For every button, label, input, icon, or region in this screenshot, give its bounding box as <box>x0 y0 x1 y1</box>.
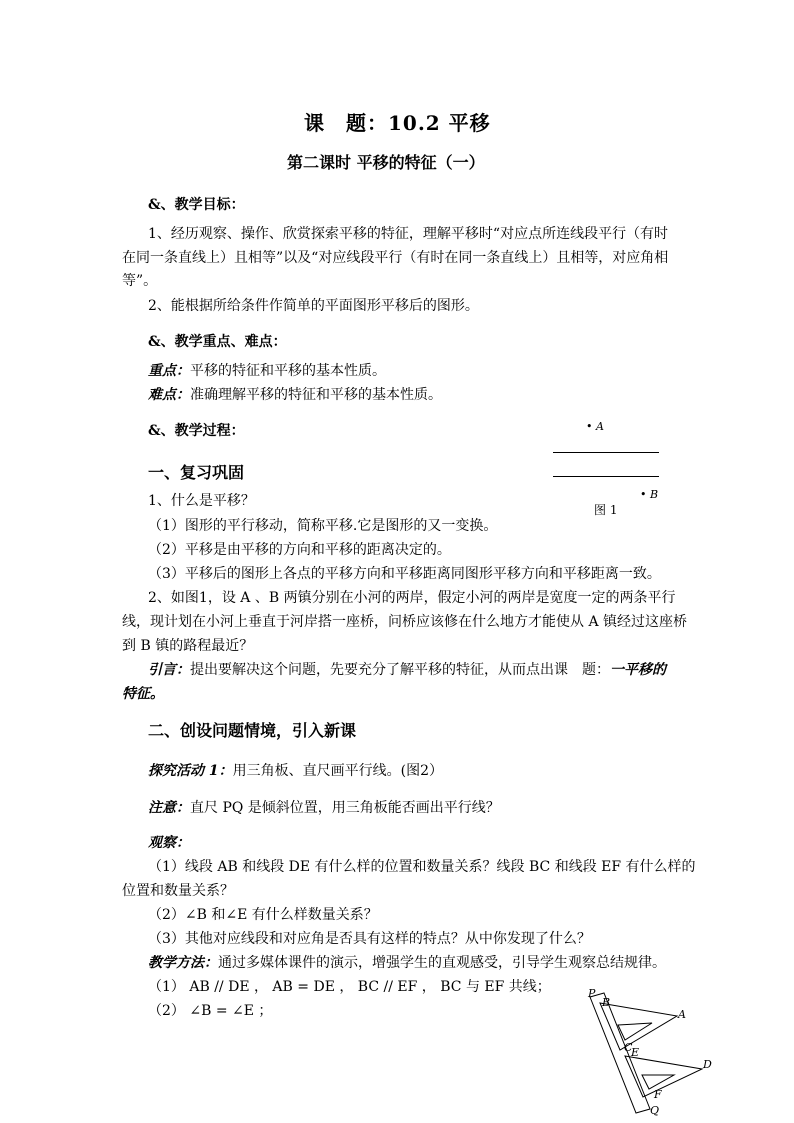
difficult-point-text: 准确理解平移的特征和平移的基本性质。 <box>190 387 442 403</box>
objectives-heading: &、教学目标： <box>148 197 245 213</box>
key-point-text: 平移的特征和平移的基本性质。 <box>190 363 386 379</box>
situation-heading: 二、创设问题情境，引入新课 <box>148 721 357 740</box>
figure1-caption: 图 1 <box>594 503 618 517</box>
page-title: 课 题：10.2 平移 <box>304 111 491 135</box>
difficult-point-label: 难点： <box>148 387 190 403</box>
page-subtitle: 第二课时 平移的特征（一） <box>287 153 485 172</box>
review-heading: 一、复习巩固 <box>148 463 245 482</box>
review-intro-topic: 一平移的 <box>610 662 666 678</box>
observe-1a: （1）线段 AB 和线段 DE 有什么样的位置和数量关系？线段 BC 和线段 EF 有什么样的 <box>148 859 696 875</box>
teaching-method-label: 教学方法： <box>148 955 218 971</box>
figure2-set-square-upper <box>600 1003 677 1050</box>
objectives-p2: 2、能根据所给条件作简单的平面图形平移后的图形。 <box>148 298 479 314</box>
observe-3: （3）其他对应线段和对应角是否具有这样的特点？从中你发现了什么？ <box>148 931 591 947</box>
figure2-label-p: P <box>588 987 596 1000</box>
review-q2-line-3: 到 B 镇的路程最近？ <box>122 638 254 654</box>
review-intro <box>148 661 666 679</box>
figure1-point-b: • B <box>640 488 659 501</box>
note <box>148 799 500 817</box>
review-a3: （3）平移后的图形上各点的平移方向和平移距离同图形平移方向和平移距离一致。 <box>148 566 661 582</box>
teaching-method-text: 通过多媒体课件的演示，增强学生的直观感受，引导学生观察总结规律。 <box>218 955 666 971</box>
observe-2: （2）∠B 和∠E 有什么样数量关系？ <box>148 907 378 923</box>
key-heading: &、教学重点、难点： <box>148 334 287 350</box>
objectives-line-2: 在同一条直线上）且相等”以及“对应线段平行（有时在同一条直线上）且相等，对应角相 <box>122 250 669 266</box>
figure2-diagram <box>570 985 720 1120</box>
figure2-set-square-lower-inner <box>642 1075 674 1089</box>
activity-1 <box>148 762 443 780</box>
objectives-line-3: 等”。 <box>122 273 158 289</box>
figure1-point-a: • A <box>586 420 604 433</box>
figure2-label-b: B <box>602 996 611 1009</box>
activity-1-label: 探究活动 1： <box>148 763 233 779</box>
review-q2-line-2: 线，现计划在小河上垂直于河岸搭一座桥，问桥应该修在什么地方才能使从 A 镇经过这座桥 <box>122 614 688 630</box>
figure2-label-f: F <box>654 1088 662 1101</box>
figure2-label-q: Q <box>650 1104 660 1117</box>
result-2: （2） ∠B = ∠E ； <box>148 1003 273 1019</box>
review-intro-text: 提出要解决这个问题，先要充分了解平移的特征，从而点出课 题： <box>190 662 610 678</box>
figure2-label-d: D <box>703 1058 712 1071</box>
observe-label: 观察： <box>148 835 190 851</box>
note-label: 注意： <box>148 800 190 816</box>
review-a2: （2）平移是由平移的方向和平移的距离决定的。 <box>148 542 451 558</box>
review-q2-line-1: 2、如图1，设 A 、B 两镇分别在小河的两岸，假定小河的两岸是宽度一定的两条平行 <box>148 590 676 606</box>
review-intro-topic-end: 特征。 <box>122 686 164 702</box>
figure2-set-square-lower <box>625 1056 702 1097</box>
figure2-label-a: A <box>678 1008 686 1021</box>
figure2-label-c: C <box>624 1041 633 1054</box>
figure2-set-square-upper-inner <box>618 1023 652 1040</box>
observe-1b: 位置和数量关系？ <box>122 883 234 899</box>
process-heading: &、教学过程： <box>148 423 245 439</box>
teaching-method <box>148 954 666 972</box>
difficult-point <box>148 386 442 404</box>
review-intro-label: 引言： <box>148 662 190 678</box>
figure1-river-bank-bottom <box>553 476 659 477</box>
review-a1: （1）图形的平行移动，简称平移.它是图形的又一变换。 <box>148 518 498 534</box>
objectives-line-1: 1、经历观察、操作、欣赏探索平移的特征，理解平移时“对应点所连线段平行（有时 <box>148 226 669 242</box>
key-point-label: 重点： <box>148 363 190 379</box>
result-1: （1） AB // DE ， AB = DE ， BC // EF ， BC 与 EF 共线； <box>148 979 551 995</box>
figure1-river-bank-top <box>553 452 659 453</box>
key-point <box>148 362 386 380</box>
note-text: 直尺 PQ 是倾斜位置，用三角板能否画出平行线？ <box>190 800 500 816</box>
activity-1-text: 用三角板、直尺画平行线。(图2） <box>232 763 443 779</box>
figure2-label-e: E <box>631 1046 640 1059</box>
figure2-ruler <box>590 993 650 1113</box>
review-q1: 1、什么是平移？ <box>148 493 255 509</box>
